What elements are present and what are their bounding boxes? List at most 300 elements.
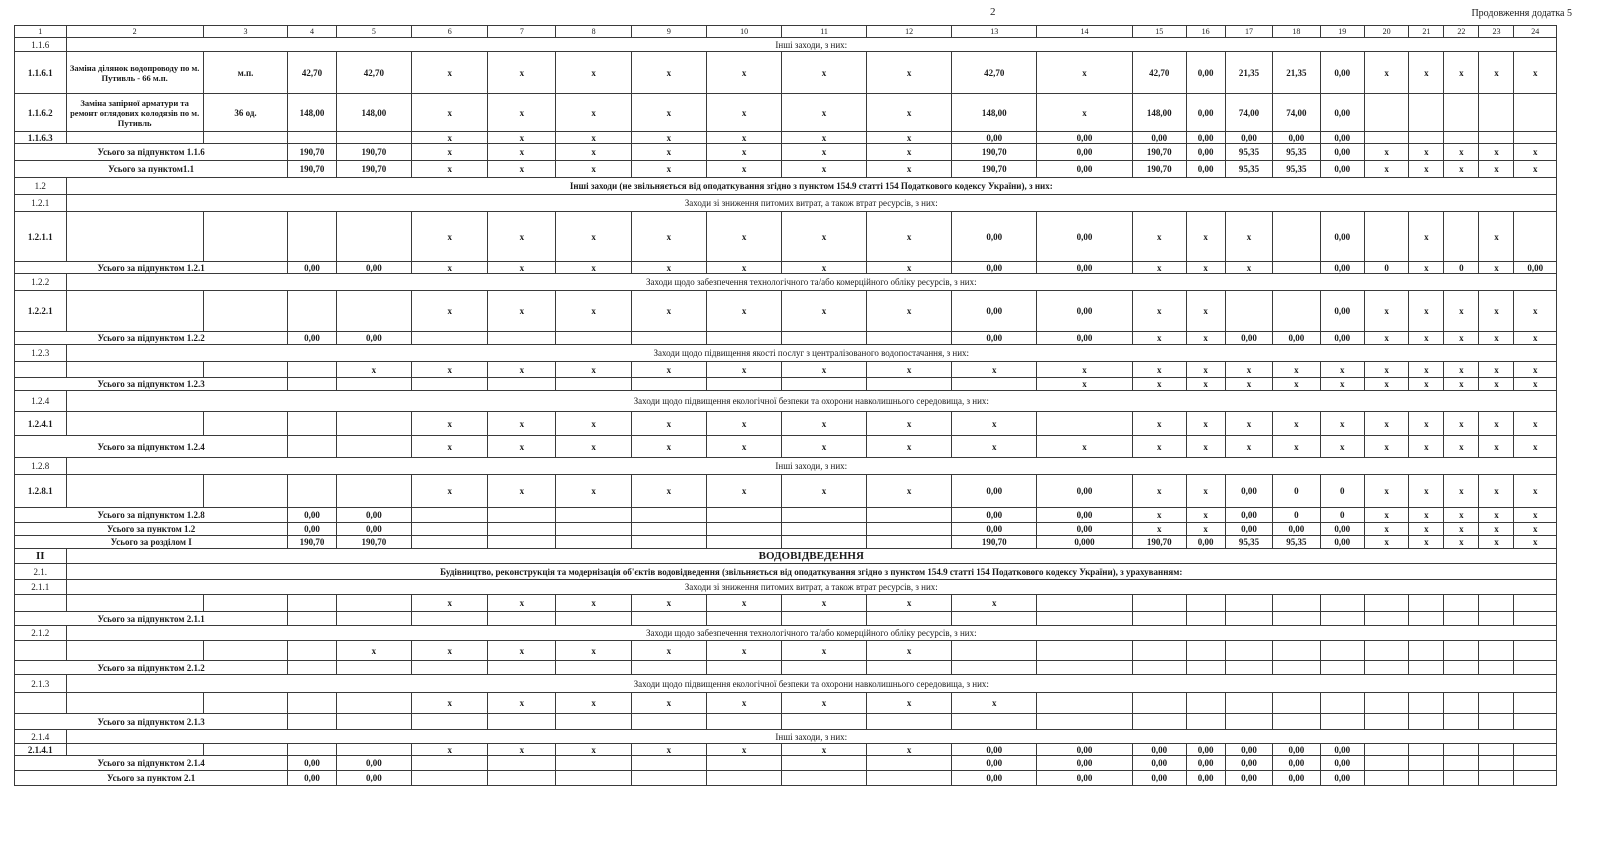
table-cell: x [1186, 378, 1225, 391]
measure-name [66, 291, 203, 332]
table-cell: x [556, 641, 631, 661]
table-cell [1479, 595, 1514, 612]
table-cell: x [1409, 436, 1444, 458]
section-row [15, 564, 1557, 580]
section-code: 2.1.1 [15, 580, 67, 595]
table-cell: 0,00 [1320, 161, 1364, 178]
table-cell: 0,00 [952, 132, 1037, 144]
table-cell: 0,00 [952, 262, 1037, 274]
table-cell [488, 536, 556, 549]
table-cell [1514, 612, 1557, 626]
table-cell [1273, 262, 1320, 274]
table-cell: x [1479, 161, 1514, 178]
table-cell [203, 475, 288, 508]
table-cell [488, 523, 556, 536]
table-cell: x [556, 262, 631, 274]
table-cell [1132, 661, 1186, 675]
table-cell: x [556, 291, 631, 332]
section-code: 2.1.4 [15, 730, 67, 744]
table-cell: 0,00 [1225, 756, 1272, 771]
section-code: 1.2.2 [15, 274, 67, 291]
subtotal-row [15, 161, 1557, 178]
table-cell: x [412, 475, 488, 508]
table-cell [556, 332, 631, 345]
table-cell: 0,00 [1132, 132, 1186, 144]
row-code: 1.2.4.1 [15, 412, 67, 436]
row-code: 1.1.6.2 [15, 94, 67, 132]
table-cell: 190,70 [952, 161, 1037, 178]
table-cell: x [866, 412, 952, 436]
table-cell [866, 756, 952, 771]
table-cell [952, 714, 1037, 730]
column-number: 15 [1132, 26, 1186, 38]
page-number: 2 [990, 6, 996, 18]
table-cell [336, 744, 411, 756]
subtotal-row [15, 262, 1557, 274]
table-cell: 0,00 [1320, 771, 1364, 786]
row-code: 1.2.8.1 [15, 475, 67, 508]
table-cell: x [1186, 291, 1225, 332]
table-cell [1225, 693, 1272, 714]
table-cell [412, 756, 488, 771]
table-cell: x [706, 212, 781, 262]
table-cell: 0,00 [1036, 332, 1132, 345]
table-cell: 0,00 [1225, 475, 1272, 508]
table-cell [1444, 641, 1479, 661]
subtotal-label: Усього за підпунктом 2.1.2 [15, 661, 288, 675]
table-cell: x [412, 161, 488, 178]
table-cell: x [488, 132, 556, 144]
table-cell [556, 612, 631, 626]
table-cell: x [782, 641, 867, 661]
table-cell: x [1444, 536, 1479, 549]
table-cell [1036, 641, 1132, 661]
table-cell: x [556, 94, 631, 132]
table-cell [412, 508, 488, 523]
table-cell: 0,00 [288, 332, 336, 345]
table-cell: x [631, 412, 706, 436]
table-cell: x [412, 412, 488, 436]
section-code: 2.1.3 [15, 675, 67, 693]
table-cell: x [1514, 144, 1557, 161]
table-cell: x [782, 693, 867, 714]
table-cell: 190,70 [288, 144, 336, 161]
table-cell: x [1186, 332, 1225, 345]
table-cell [1186, 693, 1225, 714]
table-cell [1514, 94, 1557, 132]
table-cell: x [866, 52, 952, 94]
table-cell [288, 661, 336, 675]
table-cell: x [1364, 378, 1408, 391]
table-cell [631, 332, 706, 345]
table-cell: x [1409, 362, 1444, 378]
table-cell: 95,35 [1225, 536, 1272, 549]
table-cell [288, 744, 336, 756]
table-cell [706, 508, 781, 523]
table-cell [288, 693, 336, 714]
column-number: 13 [952, 26, 1037, 38]
table-cell [1320, 661, 1364, 675]
section-title: Інші заходи, з них: [66, 38, 1556, 52]
table-cell: x [1132, 436, 1186, 458]
table-cell [1132, 714, 1186, 730]
table-cell: x [706, 52, 781, 94]
table-cell: x [1444, 161, 1479, 178]
table-cell [1273, 595, 1320, 612]
table-cell: x [488, 693, 556, 714]
column-number: 1 [15, 26, 67, 38]
table-cell: м.п. [203, 52, 288, 94]
table-cell: x [706, 475, 781, 508]
table-cell: x [782, 475, 867, 508]
table-cell: x [782, 132, 867, 144]
subtotal-row [15, 523, 1557, 536]
table-cell [1409, 641, 1444, 661]
table-cell [1273, 661, 1320, 675]
table-cell: x [1479, 144, 1514, 161]
table-cell: x [952, 362, 1037, 378]
table-cell: 0,00 [1320, 144, 1364, 161]
table-cell: 0,00 [1036, 161, 1132, 178]
table-cell: x [706, 693, 781, 714]
table-cell: x [1225, 262, 1272, 274]
section-row [15, 195, 1557, 212]
table-cell [288, 436, 336, 458]
table-cell [706, 536, 781, 549]
table-cell [1444, 744, 1479, 756]
table-cell [412, 523, 488, 536]
table-cell: 0,00 [288, 756, 336, 771]
table-cell [203, 693, 288, 714]
table-cell: 0,00 [952, 508, 1037, 523]
table-cell: x [1444, 523, 1479, 536]
table-cell: x [1364, 523, 1408, 536]
continuation-label: Продовження додатка 5 [1471, 8, 1572, 19]
table-cell: 42,70 [952, 52, 1037, 94]
table-cell: x [1364, 144, 1408, 161]
table-cell: 0,00 [1320, 212, 1364, 262]
section-row [15, 580, 1557, 595]
table-cell [556, 714, 631, 730]
table-cell: x [488, 362, 556, 378]
table-cell [1036, 612, 1132, 626]
column-number: 7 [488, 26, 556, 38]
table-cell: x [412, 262, 488, 274]
table-cell [1273, 212, 1320, 262]
table-row [15, 693, 1557, 714]
table-cell: x [631, 693, 706, 714]
table-cell: x [866, 475, 952, 508]
table-cell: x [866, 132, 952, 144]
table-cell [1409, 714, 1444, 730]
table-cell: 74,00 [1225, 94, 1272, 132]
table-cell: x [412, 52, 488, 94]
table-cell: 0,00 [1225, 132, 1272, 144]
table-cell: x [1409, 475, 1444, 508]
table-cell: 0,00 [1186, 756, 1225, 771]
table-cell: x [1273, 362, 1320, 378]
section-row [15, 38, 1557, 52]
column-number: 19 [1320, 26, 1364, 38]
table-cell: x [631, 144, 706, 161]
table-cell: x [1514, 362, 1557, 378]
table-cell: x [1409, 212, 1444, 262]
section-code: II [15, 549, 67, 564]
table-cell [1514, 661, 1557, 675]
table-cell [1320, 714, 1364, 730]
table-cell [556, 378, 631, 391]
section-code: 1.1.6 [15, 38, 67, 52]
table-cell [1364, 595, 1408, 612]
column-number: 22 [1444, 26, 1479, 38]
table-cell [1479, 756, 1514, 771]
table-cell: x [631, 212, 706, 262]
table-cell [1409, 693, 1444, 714]
table-cell: 0,00 [1186, 744, 1225, 756]
table-cell [336, 291, 411, 332]
subtotal-label: Усього за пунктом 1.2 [15, 523, 288, 536]
table-cell [706, 771, 781, 786]
table-cell: x [1225, 362, 1272, 378]
table-cell [866, 714, 952, 730]
table-cell [1320, 595, 1364, 612]
table-cell [1364, 212, 1408, 262]
table-cell: x [1273, 378, 1320, 391]
table-cell: x [1409, 52, 1444, 94]
table-cell [1186, 661, 1225, 675]
subtotal-row [15, 756, 1557, 771]
table-cell: x [556, 595, 631, 612]
table-cell: x [412, 94, 488, 132]
table-cell [556, 756, 631, 771]
subtotal-row [15, 332, 1557, 345]
table-cell: x [1225, 378, 1272, 391]
table-cell: 0,000 [1036, 536, 1132, 549]
table-cell [488, 612, 556, 626]
table-cell: x [1132, 262, 1186, 274]
table-cell: x [488, 291, 556, 332]
column-number: 3 [203, 26, 288, 38]
table-row [15, 52, 1557, 94]
section-row [15, 626, 1557, 641]
table-cell: x [488, 412, 556, 436]
table-cell [1320, 612, 1364, 626]
table-cell: 0 [1364, 262, 1408, 274]
table-cell [556, 523, 631, 536]
table-cell [1273, 693, 1320, 714]
table-cell: x [1514, 508, 1557, 523]
table-cell: x [556, 744, 631, 756]
section-code: 1.2.1 [15, 195, 67, 212]
table-cell: 0,00 [1225, 744, 1272, 756]
table-cell: x [1514, 291, 1557, 332]
table-cell: x [782, 94, 867, 132]
subtotal-label: Усього за підпунктом 1.2.1 [15, 262, 288, 274]
table-cell [1479, 94, 1514, 132]
table-cell: x [1132, 508, 1186, 523]
table-cell: x [1364, 161, 1408, 178]
table-cell: x [1186, 436, 1225, 458]
table-cell: 0,00 [336, 508, 411, 523]
table-cell [288, 612, 336, 626]
table-cell: x [1186, 523, 1225, 536]
table-cell: x [488, 161, 556, 178]
table-cell: 21,35 [1225, 52, 1272, 94]
section-row [15, 730, 1557, 744]
table-cell [1364, 612, 1408, 626]
table-cell [412, 378, 488, 391]
table-cell [1036, 412, 1132, 436]
table-cell [1132, 612, 1186, 626]
table-cell [556, 771, 631, 786]
table-row [15, 595, 1557, 612]
row-code: 1.2.2.1 [15, 291, 67, 332]
section-code: 1.2.3 [15, 345, 67, 362]
subtotal-label: Усього за підпунктом 2.1.4 [15, 756, 288, 771]
table-cell [952, 378, 1037, 391]
table-cell: 0,00 [1036, 262, 1132, 274]
table-cell [412, 714, 488, 730]
table-cell: 0,00 [1273, 132, 1320, 144]
measure-name [66, 212, 203, 262]
table-cell [1186, 641, 1225, 661]
table-cell: x [1409, 144, 1444, 161]
table-cell: x [1036, 52, 1132, 94]
table-cell [412, 612, 488, 626]
header-row [15, 26, 1557, 38]
table-cell: x [706, 362, 781, 378]
section-row [15, 274, 1557, 291]
table-cell: x [706, 436, 781, 458]
table-cell: 0,00 [1186, 536, 1225, 549]
table-cell [1364, 756, 1408, 771]
table-cell: x [1364, 412, 1408, 436]
row-code [15, 595, 67, 612]
table-cell: x [782, 262, 867, 274]
subtotal-label: Усього за підпунктом 1.2.4 [15, 436, 288, 458]
table-cell [1479, 693, 1514, 714]
table-cell: x [1186, 508, 1225, 523]
subtotal-row [15, 661, 1557, 675]
table-cell [1444, 612, 1479, 626]
table-cell: x [1186, 362, 1225, 378]
measure-name [66, 693, 203, 714]
table-cell [1186, 612, 1225, 626]
measure-name [66, 362, 203, 378]
column-number: 6 [412, 26, 488, 38]
table-cell: 0,00 [1320, 756, 1364, 771]
table-cell: 0,00 [1320, 52, 1364, 94]
table-cell [1514, 693, 1557, 714]
table-cell: x [631, 641, 706, 661]
table-cell [706, 661, 781, 675]
table-cell [1409, 661, 1444, 675]
table-cell: x [631, 291, 706, 332]
table-cell [1320, 641, 1364, 661]
table-cell: 0,00 [952, 756, 1037, 771]
table-cell [1364, 661, 1408, 675]
table-cell: x [1186, 475, 1225, 508]
table-cell: x [488, 595, 556, 612]
table-cell: x [1132, 378, 1186, 391]
table-cell: x [782, 52, 867, 94]
table-cell: x [1364, 508, 1408, 523]
table-cell: x [866, 693, 952, 714]
table-cell: x [412, 362, 488, 378]
table-cell [336, 661, 411, 675]
table-cell: x [1514, 536, 1557, 549]
table-cell: 0,00 [1036, 744, 1132, 756]
table-cell [866, 378, 952, 391]
table-cell [1036, 714, 1132, 730]
table-cell [1186, 714, 1225, 730]
table-cell: 0,00 [288, 262, 336, 274]
table-cell: x [1479, 291, 1514, 332]
table-cell: x [631, 132, 706, 144]
table-cell [782, 523, 867, 536]
subtotal-row [15, 378, 1557, 391]
table-cell: 0,00 [1036, 291, 1132, 332]
table-cell: x [866, 262, 952, 274]
table-cell: x [1320, 412, 1364, 436]
table-cell: 0,00 [1186, 132, 1225, 144]
table-cell: x [631, 94, 706, 132]
column-number: 20 [1364, 26, 1408, 38]
table-cell [706, 756, 781, 771]
table-cell [1444, 756, 1479, 771]
section-title: Заходи щодо підвищення екологічної безпеки та охорони навколишнього середовища, з них: [66, 675, 1556, 693]
table-row [15, 744, 1557, 756]
table-cell [706, 612, 781, 626]
table-cell [631, 756, 706, 771]
table-cell: 0,00 [1186, 52, 1225, 94]
table-cell: x [488, 475, 556, 508]
table-cell: x [1479, 52, 1514, 94]
table-cell: x [488, 262, 556, 274]
table-cell [1036, 661, 1132, 675]
table-cell [1364, 771, 1408, 786]
table-cell [1479, 714, 1514, 730]
table-cell [1514, 595, 1557, 612]
table-cell: x [706, 94, 781, 132]
table-cell: x [706, 291, 781, 332]
table-cell: x [1444, 475, 1479, 508]
table-cell [1444, 693, 1479, 714]
table-cell [782, 508, 867, 523]
table-cell: 190,70 [336, 144, 411, 161]
section-code: 1.2 [15, 178, 67, 195]
table-cell: 0,00 [1036, 756, 1132, 771]
table-cell [952, 661, 1037, 675]
table-cell: x [1320, 362, 1364, 378]
table-row [15, 641, 1557, 661]
table-cell: x [556, 132, 631, 144]
table-cell [631, 714, 706, 730]
table-cell: 0,00 [1320, 132, 1364, 144]
table-cell: 0,00 [952, 291, 1037, 332]
table-cell [1444, 595, 1479, 612]
table-cell: x [1444, 412, 1479, 436]
table-cell: x [336, 362, 411, 378]
table-cell [782, 714, 867, 730]
table-cell [866, 332, 952, 345]
table-cell: 190,70 [1132, 161, 1186, 178]
table-cell [1444, 661, 1479, 675]
table-cell [866, 536, 952, 549]
table-cell [782, 536, 867, 549]
table-cell [1514, 756, 1557, 771]
table-cell [203, 362, 288, 378]
